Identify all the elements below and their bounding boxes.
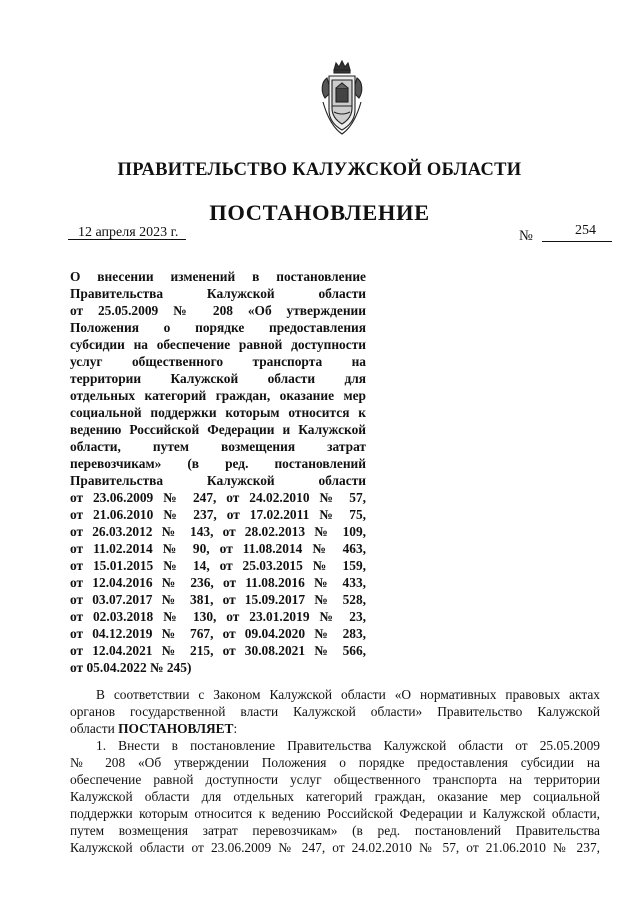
- subject-line: от 04.12.2019 № 767, от 09.04.2020 № 283,: [70, 626, 366, 641]
- body-line: органов государственной власти Калужской области» Правительство Калужской: [70, 704, 600, 719]
- subject-line: Положения о порядке предоставления: [70, 320, 366, 335]
- body-line: № 208 «Об утверждении Положения о порядке предоставления субсидии на: [70, 755, 600, 770]
- subject-line: от 12.04.2016 № 236, от 11.08.2016 № 433,: [70, 575, 366, 590]
- body-line: В соответствии с Законом Калужской области «О нормативных правовых актах: [96, 687, 600, 702]
- subject-line: области, путем возмещения затрат: [70, 439, 366, 454]
- body-line: Калужской области от 23.06.2009 № 247, от 24.02.2010 № 57, от 21.06.2010 № 237,: [70, 840, 600, 855]
- body-line: 1. Внести в постановление Правительства Калужской области от 25.05.2009: [96, 738, 600, 753]
- body-line: [70, 720, 600, 737]
- subject-line: от 15.01.2015 № 14, от 25.03.2015 № 159,: [70, 558, 366, 573]
- subject-line: О внесении изменений в постановление: [70, 269, 366, 284]
- subject-line: от 05.04.2022 № 245): [70, 660, 192, 675]
- body-text: :: [233, 721, 238, 736]
- coat-of-arms-icon: [319, 58, 365, 136]
- resolves-keyword: ПОСТАНОВЛЯЕТ: [118, 721, 234, 736]
- subject-line: от 21.06.2010 № 237, от 17.02.2011 № 75,: [70, 507, 366, 522]
- body-line: Калужской области для отдельных категорий граждан, оказание мер социальной: [70, 789, 600, 804]
- subject-line: от 03.07.2017 № 381, от 15.09.2017 № 528,: [70, 592, 366, 607]
- number-label: №: [519, 228, 533, 244]
- document-subject: [70, 268, 366, 676]
- subject-line: от 02.03.2018 № 130, от 23.01.2019 № 23,: [70, 609, 366, 624]
- subject-line: социальной поддержки которым относится к: [70, 405, 366, 420]
- subject-line: от 23.06.2009 № 247, от 24.02.2010 № 57,: [70, 490, 366, 505]
- document-date: 12 апреля 2023 г.: [78, 225, 179, 240]
- body-line: поддержки которым относится к ведению Российской Федерации и Калужской области,: [70, 806, 600, 821]
- body-text: области: [70, 721, 119, 736]
- subject-line: услуг общественного транспорта на: [70, 354, 366, 369]
- body-line: обеспечение равной доступности услуг общественного транспорта на территории: [70, 772, 600, 787]
- subject-line: отдельных категорий граждан, оказание мер: [70, 388, 366, 403]
- document-type-heading: ПОСТАНОВЛЕНИЕ: [209, 200, 430, 225]
- subject-line: ведению Российской Федерации и Калужской: [70, 422, 366, 437]
- subject-line: от 26.03.2012 № 143, от 28.02.2013 № 109,: [70, 524, 366, 539]
- document-number: 254: [575, 223, 596, 238]
- body-line: путем возмещения затрат перевозчикам» (в ред. постановлений Правительства: [70, 823, 600, 838]
- subject-line: перевозчикам» (в ред. постановлений: [70, 456, 366, 471]
- subject-line: территории Калужской области для: [70, 371, 366, 386]
- subject-line: субсидии на обеспечение равной доступности: [70, 337, 366, 352]
- subject-line: от 11.02.2014 № 90, от 11.08.2014 № 463,: [70, 541, 366, 556]
- subject-line: Правительства Калужской области: [70, 473, 366, 488]
- subject-line: от 12.04.2021 № 215, от 30.08.2021 № 566,: [70, 643, 366, 658]
- document-body: [70, 686, 600, 856]
- subject-line: Правительства Калужской области: [70, 286, 366, 301]
- organization-title: ПРАВИТЕЛЬСТВО КАЛУЖСКОЙ ОБЛАСТИ: [117, 160, 522, 180]
- subject-line: от 25.05.2009 № 208 «Об утверждении: [70, 303, 366, 318]
